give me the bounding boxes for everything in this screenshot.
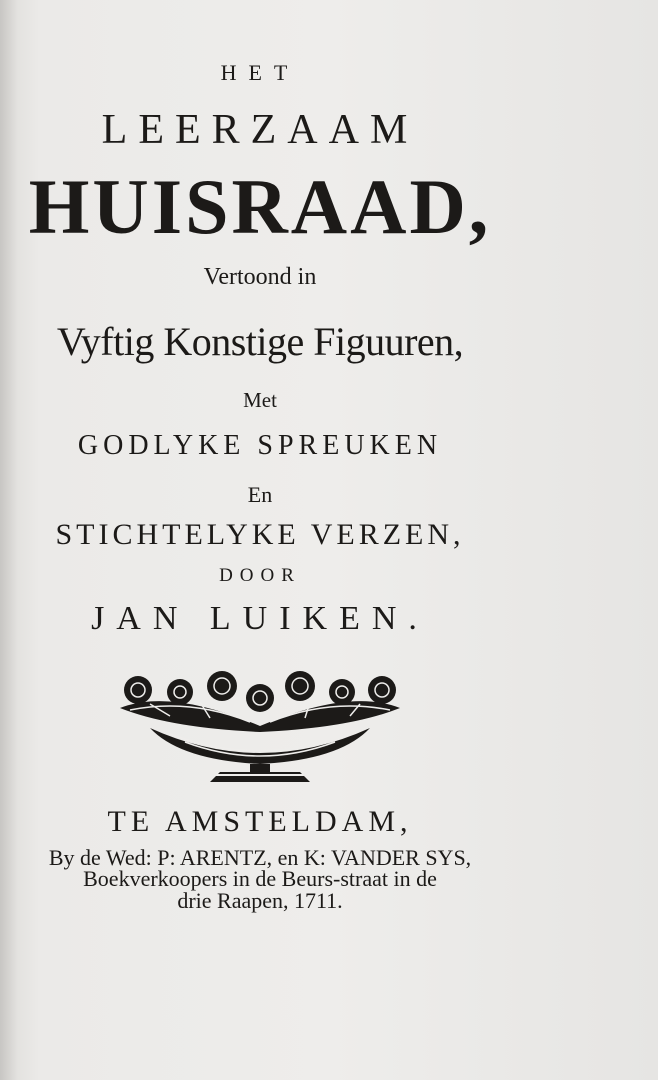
title-huisraad: HUISRAAD,: [28, 163, 492, 250]
subtitle-vertoond: Vertoond in: [203, 264, 317, 290]
author-name: JAN LUIKEN.: [91, 600, 429, 637]
byline-door: DOOR: [219, 565, 301, 586]
subtitle-en: En: [247, 482, 273, 507]
imprint-date: drie Raapen, 1711.: [177, 888, 343, 913]
imprint-publisher: By de Wed: P: ARENTZ, en K: VANDER SYS,: [48, 845, 472, 870]
flower-basket-ornament: [110, 668, 410, 788]
imprint-city: TE AMSTELDAM,: [107, 805, 413, 838]
title-het: HET: [220, 60, 300, 85]
subtitle-stichtelyke: STICHTELYKE VERZEN,: [55, 518, 465, 551]
subtitle-godlyke: GODLYKE SPREUKEN: [77, 430, 443, 461]
subtitle-met: Met: [243, 388, 277, 412]
subtitle-vyftig: Vyftig Konstige Figuuren,: [56, 319, 464, 364]
title-leerzaam: LEERZAAM: [101, 107, 419, 153]
imprint-booksellers: Boekverkoopers in de Beurs-straat in de: [83, 866, 437, 891]
